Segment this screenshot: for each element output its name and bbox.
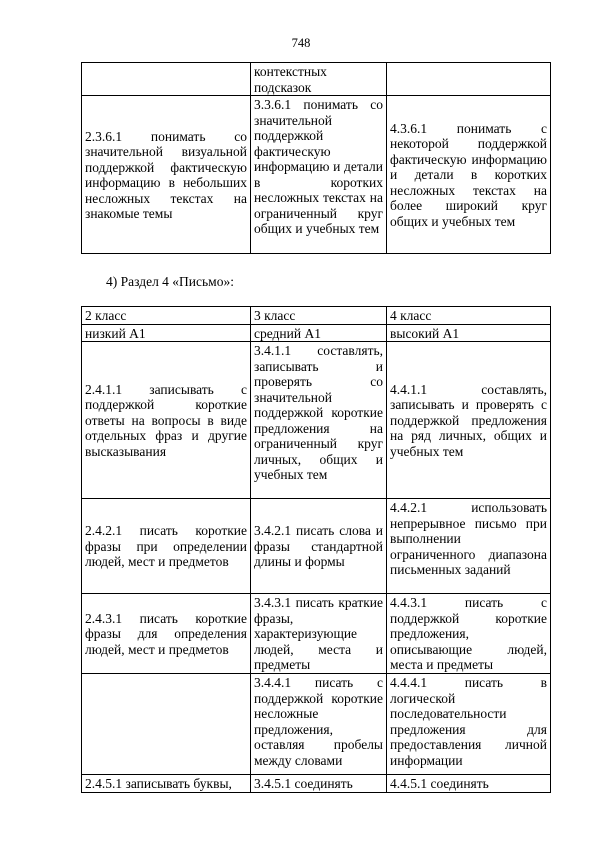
level-cell: средний А1	[251, 324, 387, 342]
table-cell	[387, 63, 551, 96]
level-cell: высокий А1	[387, 324, 551, 342]
table-row	[82, 499, 551, 594]
table-cell: 4.4.4.1 писать в логической последовательности предложения для предоставления личной информации	[387, 674, 551, 775]
table-cell: 3.4.3.1 писать краткие фразы, характеризующие людей, места и предметы	[251, 594, 387, 674]
table-cell: 4.4.2.1 использовать непрерывное письмо при выполнении ограниченного диапазона письменных заданий	[387, 499, 551, 594]
table-cell: 4.4.5.1 соединять	[387, 775, 551, 793]
table-header-row	[82, 307, 551, 325]
table-row	[82, 775, 551, 793]
table-cell: 3.4.2.1 писать слова и фразы стандартной длины и формы	[251, 499, 387, 594]
table-cell: 3.4.4.1 писать с поддержкой короткие несложные предложения, оставляя пробелы между словами	[251, 674, 387, 775]
grade-header: 4 класс	[387, 307, 551, 325]
table-cell: 3.4.1.1 составлять, записывать и проверять со значительной поддержкой короткие предложения на ограниченный круг личных, общих и учебных тем	[251, 342, 387, 499]
table-cell: 4.4.3.1 писать с поддержкой короткие предложения, описывающие людей, места и предметы	[387, 594, 551, 674]
table-row	[82, 63, 551, 96]
grade-header: 3 класс	[251, 307, 387, 325]
page-number: 748	[291, 36, 311, 50]
table-row	[82, 594, 551, 674]
table-cell	[82, 674, 251, 775]
table-cell: 2.4.2.1 писать короткие фразы при определении людей, мест и предметов	[82, 499, 251, 594]
level-row	[82, 324, 551, 342]
grade-header: 2 класс	[82, 307, 251, 325]
table-cell: контекстных подсказок	[251, 63, 387, 96]
table-cell: 2.4.3.1 писать короткие фразы для определения людей, мест и предметов	[82, 594, 251, 674]
table-cell	[82, 63, 251, 96]
reading-objectives-table	[81, 62, 551, 254]
table-cell: 2.3.6.1 понимать со значительной визуальной поддержкой фактическую информацию в небольших несложных текстах на знакомые темы	[82, 96, 251, 254]
table-cell: 2.4.5.1 записывать буквы,	[82, 775, 251, 793]
table-cell: 2.4.1.1 записывать с поддержкой короткие ответы на вопросы в виде отдельных фраз и другие высказывания	[82, 342, 251, 499]
table-cell: 4.3.6.1 понимать с некоторой поддержкой фактическую информацию и детали в коротких несложных текстах на более широкий круг общих и учебных тем	[387, 96, 551, 254]
section-heading: 4) Раздел 4 «Письмо»:	[106, 274, 234, 289]
table-row	[82, 342, 551, 499]
writing-objectives-table	[81, 306, 551, 793]
table-row	[82, 674, 551, 775]
table-cell: 3.4.5.1 соединять	[251, 775, 387, 793]
table-row	[82, 96, 551, 254]
level-cell: низкий А1	[82, 324, 251, 342]
table-cell: 3.3.6.1 понимать со значительной поддержкой фактическую информацию и детали в коротких несложных текстах на ограниченный круг общих и учебных тем	[251, 96, 387, 254]
table-cell: 4.4.1.1 составлять, записывать и проверять с поддержкой предложения на ряд личных, общих и учебных тем	[387, 342, 551, 499]
